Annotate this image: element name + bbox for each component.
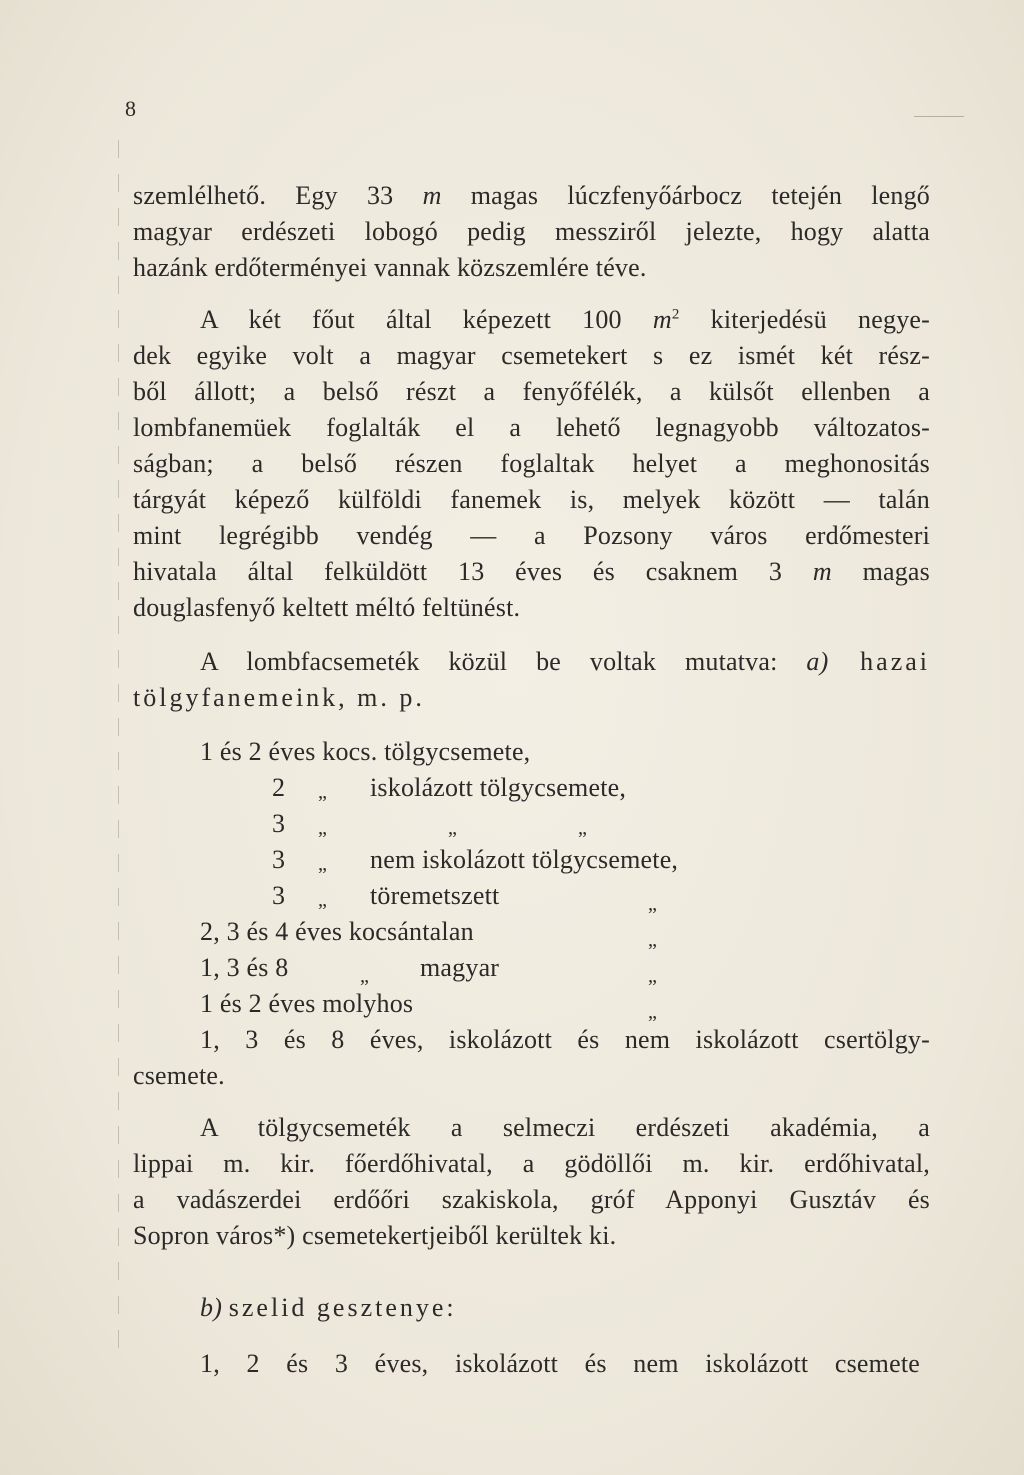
text-line: douglasfenyő keltett méltó feltünést. bbox=[133, 593, 521, 622]
emphasized-word: hazai bbox=[828, 647, 930, 676]
ditto-mark: „ bbox=[360, 965, 370, 987]
list-item: nem iskolázott tölgycsemete, bbox=[370, 845, 679, 874]
section-heading bbox=[200, 1290, 457, 1326]
ditto-mark: „ bbox=[318, 889, 328, 911]
list-marker: a) bbox=[806, 647, 829, 676]
text-line bbox=[200, 302, 930, 338]
text-line bbox=[133, 178, 930, 214]
list-item: 2, 3 és 4 éves kocsántalan bbox=[200, 917, 474, 946]
text-line: A tölgycsemeték a selmeczi erdészeti akadémia, a bbox=[200, 1113, 930, 1142]
text-line: 1, 2 és 3 éves, iskolázott és nem iskolázott csemete bbox=[200, 1349, 920, 1378]
list-item: 1 és 2 éves molyhos bbox=[200, 989, 414, 1018]
superscript: 2 bbox=[671, 306, 680, 323]
text-line: tárgyát képező külföldi fanemek is, melyek között — talán bbox=[133, 485, 930, 514]
ditto-mark: „ bbox=[648, 893, 658, 915]
text-line: dek egyike volt a magyar csemetekert s ez ismét két rész- bbox=[133, 341, 930, 370]
text-line: lombfanemüek foglalták el a lehető legnagyobb változatos- bbox=[133, 413, 930, 442]
list-item-number: 3 bbox=[272, 809, 286, 838]
text-line: magyar erdészeti lobogó pedig messziről jelezte, hogy alatta bbox=[133, 217, 930, 246]
unit-symbol: m bbox=[422, 181, 442, 210]
list-item-number: 3 bbox=[272, 881, 286, 910]
list-marker: b) bbox=[200, 1293, 223, 1322]
list-item: magyar bbox=[420, 953, 500, 982]
text-segment: kiterjedésü negye- bbox=[679, 305, 930, 334]
ditto-mark: „ bbox=[318, 781, 328, 803]
text-line: mint legrégibb vendég — a Pozsony város erdőmesteri bbox=[133, 521, 930, 550]
header-rule bbox=[914, 116, 964, 117]
margin-mark bbox=[118, 140, 119, 1360]
text-segment: magas bbox=[831, 557, 930, 586]
text-line bbox=[200, 644, 930, 680]
ditto-mark: „ bbox=[578, 817, 588, 839]
ditto-mark: „ bbox=[318, 853, 328, 875]
ditto-mark: „ bbox=[648, 929, 658, 951]
list-item-number: 3 bbox=[272, 845, 286, 874]
text-line: lippai m. kir. főerdőhivatal, a gödöllői m. kir. erdőhivatal, bbox=[133, 1149, 930, 1178]
emphasized-word: tölgyfanemeink, m. p. bbox=[133, 683, 425, 712]
unit-symbol: m bbox=[652, 305, 672, 334]
text-line bbox=[133, 554, 930, 590]
text-segment: hivatala által felküldött 13 éves és csaknem 3 bbox=[133, 557, 813, 586]
list-item: 1, 3 és 8 éves, iskolázott és nem iskolázott csertölgy- bbox=[200, 1025, 930, 1054]
text-line: ságban; a belső részen foglaltak helyet a meghonositás bbox=[133, 449, 930, 478]
list-item: csemete. bbox=[133, 1061, 225, 1090]
text-segment: A lombfacsemeték közül be voltak mutatva: bbox=[200, 647, 807, 676]
page-number: 8 bbox=[125, 96, 136, 121]
ditto-mark: „ bbox=[318, 817, 328, 839]
list-item: 1 és 2 éves kocs. tölgycsemete, bbox=[200, 737, 531, 766]
unit-symbol: m bbox=[812, 557, 832, 586]
list-item: 1, 3 és 8 bbox=[200, 953, 289, 982]
text-line: hazánk erdőterményei vannak közszemlére téve. bbox=[133, 253, 647, 282]
list-item-number: 2 bbox=[272, 773, 286, 802]
list-item: töremetszett bbox=[370, 881, 500, 910]
text-line: Sopron város*) csemetekertjeiből kerültek ki. bbox=[133, 1221, 617, 1250]
text-line: a vadászerdei erdőőri szakiskola, gróf Apponyi Gusztáv és bbox=[133, 1185, 930, 1214]
ditto-mark: „ bbox=[448, 817, 458, 839]
text-line bbox=[133, 680, 425, 716]
text-segment: A két főut által képezett 100 bbox=[200, 305, 653, 334]
emphasized-word: szelid gesztenye: bbox=[228, 1293, 457, 1322]
ditto-mark: „ bbox=[648, 1001, 658, 1023]
ditto-mark: „ bbox=[648, 965, 658, 987]
text-line: ből állott; a belső részt a fenyőfélék, a külsőt ellenben a bbox=[133, 377, 930, 406]
text-segment: szemlélhető. Egy 33 bbox=[133, 181, 423, 210]
text-segment: magas lúczfenyőárbocz tetején lengő bbox=[441, 181, 930, 210]
list-item: iskolázott tölgycsemete, bbox=[370, 773, 627, 802]
